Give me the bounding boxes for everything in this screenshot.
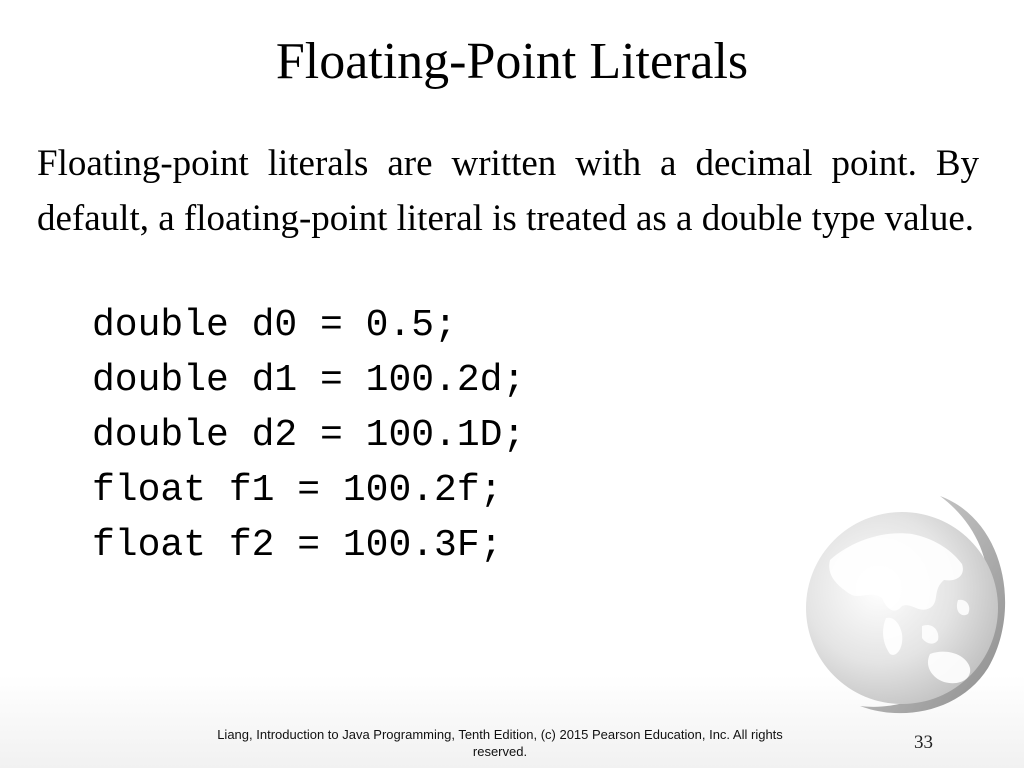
slide-body-text: Floating-point literals are written with a decimal point. By default, a floating-point literal is treated as a double type value. bbox=[37, 143, 979, 239]
slide-footer: Liang, Introduction to Java Programming, Tenth Edition, (c) 2015 Pearson Education, Inc. All rights reserved. bbox=[217, 727, 783, 759]
code-block bbox=[92, 298, 525, 573]
code-line: double d0 = 0.5; bbox=[92, 304, 457, 347]
slide-title: Floating-Point Literals bbox=[275, 33, 749, 90]
globe-icon bbox=[790, 490, 1010, 720]
code-line: float f2 = 100.3F; bbox=[92, 524, 503, 567]
code-line: double d2 = 100.1D; bbox=[92, 414, 526, 457]
page-number: 33 bbox=[914, 732, 933, 753]
code-line: float f1 = 100.2f; bbox=[92, 469, 503, 512]
code-line: double d1 = 100.2d; bbox=[92, 359, 526, 402]
